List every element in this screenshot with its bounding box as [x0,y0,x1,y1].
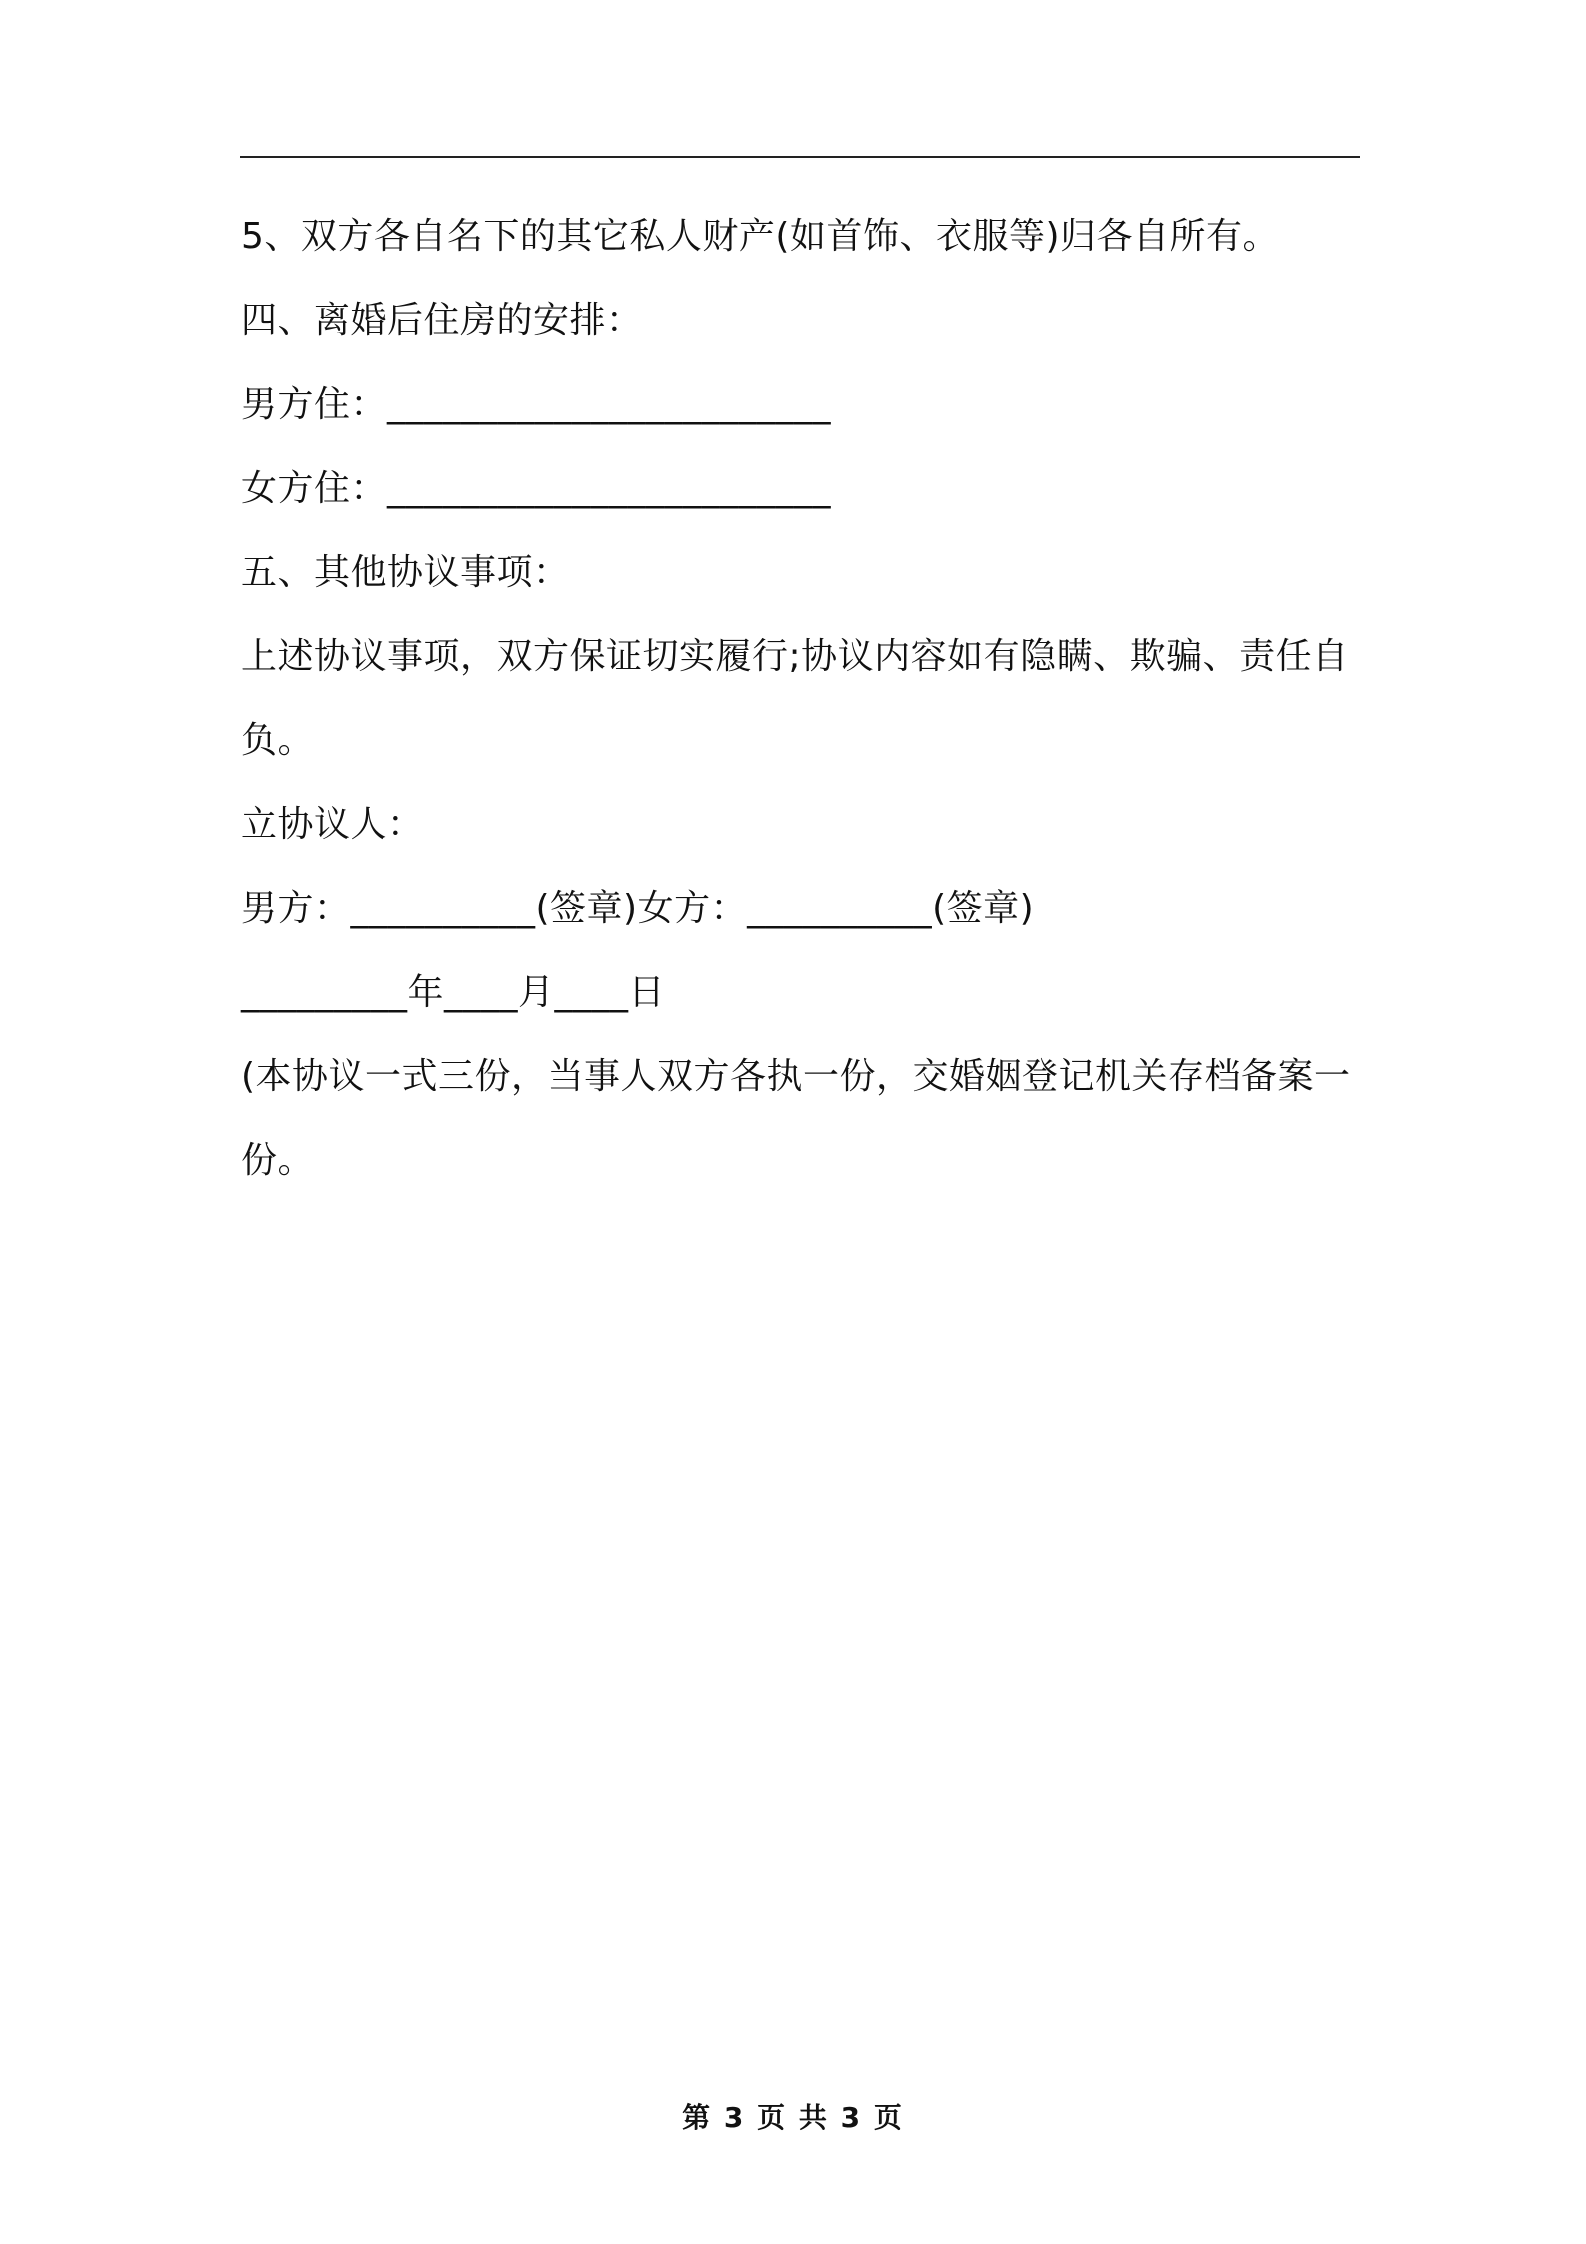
signatories-label: 立协议人： [241,804,424,845]
clause-personal-property: 5、双方各自名下的其它私人财产(如首饰、衣服等)归各自所有。 [241,216,1279,257]
male-residence-line: 男方住：________________________ [241,384,832,425]
section-other-matters-heading: 五、其他协议事项： [241,552,570,593]
document-body [241,195,1361,1203]
clause-performance: 上述协议事项，双方保证切实履行;协议内容如有隐瞒、欺骗、责任自负。 [241,636,1349,761]
section-housing-heading: 四、离婚后住房的安排： [241,300,643,341]
female-residence-line: 女方住：________________________ [241,468,832,509]
date-line: _________年____月____日 [241,972,665,1013]
header-rule [240,156,1360,158]
copies-note: (本协议一式三份，当事人双方各执一份，交婚姻登记机关存档备案一份。 [241,1056,1351,1181]
page-number: 第 3 页 共 3 页 [682,2101,904,2134]
signature-line: 男方：__________(签章)女方：__________(签章) [241,888,1035,929]
